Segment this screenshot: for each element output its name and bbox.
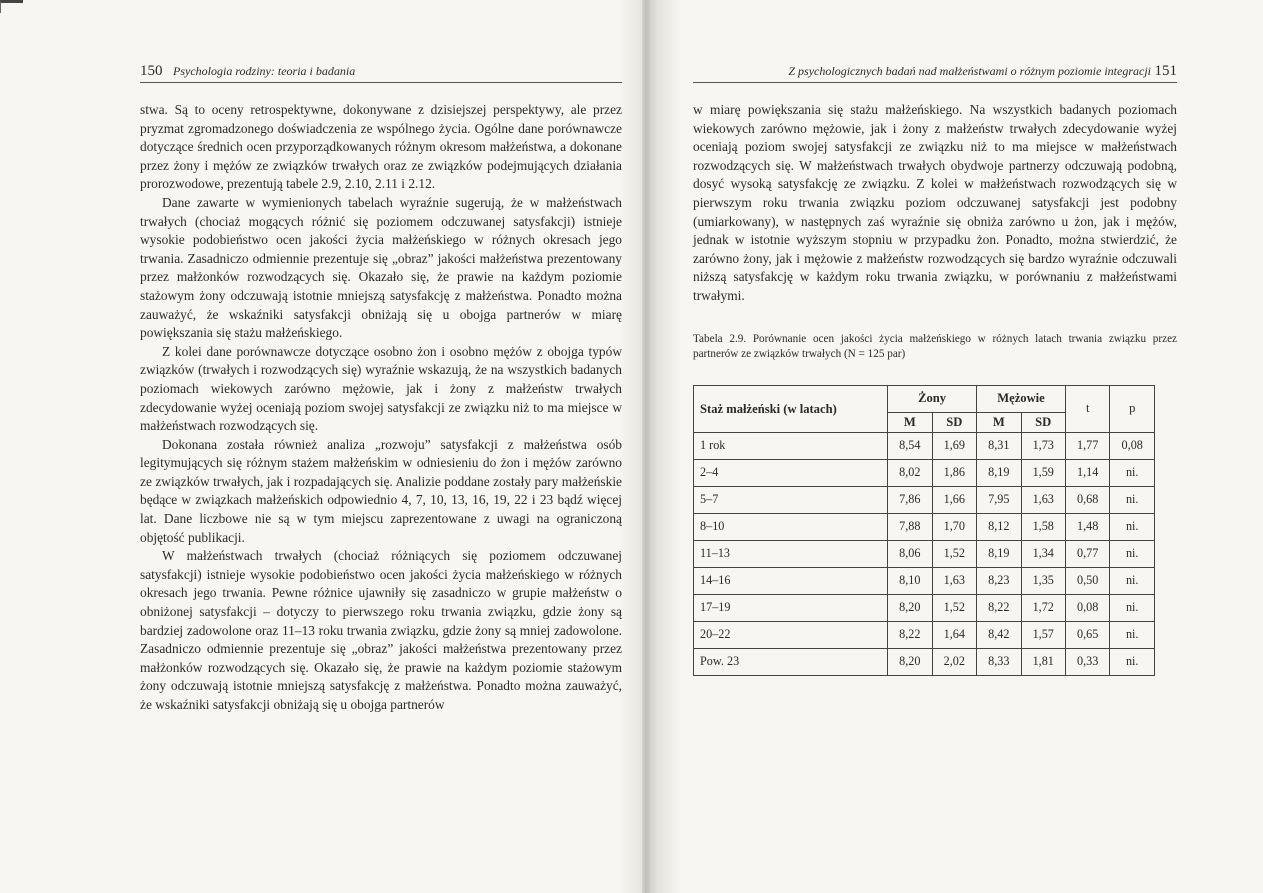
cell-mezowie-m: 8,42 xyxy=(977,621,1021,648)
cell-t: 1,77 xyxy=(1065,432,1109,459)
cell-mezowie-sd: 1,35 xyxy=(1021,567,1065,594)
table-row xyxy=(694,567,1155,594)
cell-mezowie-m: 8,12 xyxy=(977,513,1021,540)
cell-zony-m: 7,88 xyxy=(888,513,932,540)
book-spine-shadow xyxy=(620,0,680,893)
table-row xyxy=(694,621,1155,648)
cell-zony-m: 8,54 xyxy=(888,432,932,459)
header-zony-m: M xyxy=(888,413,932,432)
cell-t: 0,68 xyxy=(1065,486,1109,513)
cell-staz: 20–22 xyxy=(694,621,888,648)
cell-t: 0,65 xyxy=(1065,621,1109,648)
cell-staz: 11–13 xyxy=(694,540,888,567)
cell-zony-sd: 1,86 xyxy=(932,459,976,486)
cell-zony-sd: 1,52 xyxy=(932,594,976,621)
cell-zony-sd: 1,66 xyxy=(932,486,976,513)
left-running-head xyxy=(140,60,622,83)
paragraph: Dane zawarte w wymienionych tabelach wyraźnie sugerują, że w małżeństwach trwałych (chociaż mogących różnić się poziomem odczuwanej satysfakcji) istnieje wysokie podobieństwo ocen jakości życia małżeńskiego w różnych okresach jego trwania. Zasadniczo odmiennie prezentuje się „obraz” jakości małżeństwa prezentowany przez małżonków rozwodzących się. Okazało się, że prawie na każdym poziomie stażowym żony odczuwają istotnie mniejszą satysfakcję z małżeństwa. Ponadto można zauważyć, że wskaźniki satysfakcji obniżają się u obojga partnerów w miarę powiększania się stażu małżeńskiego. xyxy=(140,194,622,341)
cell-zony-sd: 1,63 xyxy=(932,567,976,594)
cell-zony-m: 8,22 xyxy=(888,621,932,648)
cell-p: ni. xyxy=(1110,540,1155,567)
cell-mezowie-m: 8,23 xyxy=(977,567,1021,594)
cell-zony-sd: 1,64 xyxy=(932,621,976,648)
paragraph: W małżeństwach trwałych (chociaż różniących się poziomem odczuwanej satysfakcji) istnieje wysokie podobieństwo ocen jakości życia małżeńskiego w różnych okresach jego trwania. Pewne różnice ujawniły się zasadniczo w grupie małżeństw o obniżonej satysfakcji – dotyczy to pierwszego roku trwania związku, gdzie żony są bardziej zadowolone oraz 11–13 roku trwania związku, gdzie żony są mniej zadowolone. Zasadniczo odmiennie prezentuje się „obraz” jakości małżeństwa prezentowany przez małżonków rozwodzących się. Okazało się, że prawie na każdym poziomie stażowym żony odczuwają istotnie mniejszą satysfakcję z małżeństwa. Ponadto można zauważyć, że wskaźniki satysfakcji obniżają się u obojga partnerów xyxy=(140,548,622,712)
cell-p: ni. xyxy=(1110,567,1155,594)
cell-mezowie-m: 7,95 xyxy=(977,486,1021,513)
right-running-head xyxy=(693,60,1177,83)
header-mezowie: Mężowie xyxy=(977,385,1066,413)
table-row xyxy=(694,540,1155,567)
header-staz: Staż małżeński (w latach) xyxy=(694,385,888,432)
table-row xyxy=(694,486,1155,513)
right-running-title: Z psychologicznych badań nad małżeństwami o różnym poziomie integracji xyxy=(788,64,1151,78)
cell-p: ni. xyxy=(1110,648,1155,675)
right-body-text xyxy=(693,101,1177,306)
cell-mezowie-sd: 1,63 xyxy=(1021,486,1065,513)
cell-mezowie-sd: 1,72 xyxy=(1021,594,1065,621)
right-page-number: 151 xyxy=(1154,63,1177,79)
left-page-number: 150 xyxy=(140,63,163,79)
cell-staz: 17–19 xyxy=(694,594,888,621)
cell-zony-m: 8,06 xyxy=(888,540,932,567)
cell-t: 1,14 xyxy=(1065,459,1109,486)
cell-p: 0,08 xyxy=(1110,432,1155,459)
cell-mezowie-sd: 1,73 xyxy=(1021,432,1065,459)
cell-mezowie-sd: 1,34 xyxy=(1021,540,1065,567)
cell-mezowie-m: 8,19 xyxy=(977,540,1021,567)
cell-p: ni. xyxy=(1110,621,1155,648)
cell-p: ni. xyxy=(1110,459,1155,486)
cell-t: 0,77 xyxy=(1065,540,1109,567)
left-running-title: Psychologia rodziny: teoria i badania xyxy=(173,64,356,78)
header-p: p xyxy=(1110,385,1155,432)
paragraph: Z kolei dane porównawcze dotyczące osobno żon i osobno mężów z obojga typów związków (trwałych i rozwodzących się) wyraźnie wskazują, że na wszystkich badanych poziomach wiekowych zarówno mężowie, jak i żony z małżeństw trwałych zdecydowanie wyżej oceniają poziom swojej satysfakcji ze związku niż to ma miejsce w małżeństwach rozwodzących się. xyxy=(140,343,622,434)
cell-p: ni. xyxy=(1110,486,1155,513)
cell-p: ni. xyxy=(1110,513,1155,540)
data-table-2-9 xyxy=(693,385,1155,676)
cell-mezowie-sd: 1,57 xyxy=(1021,621,1065,648)
paragraph: w miarę powiększania się stażu małżeńskiego. Na wszystkich badanych poziomach wiekowych zarówno mężowie, jak i żony z małżeństw trwałych zdecydowanie wyżej oceniają poziom swojej satysfakcji ze związku niż to ma miejsce w małżeństwach rozwodzących się. W małżeństwach trwałych obydwoje partnerzy odczuwają podobną, dosyć wysoką satysfakcję ze związku. Z kolei w małżeństwach rozwodzących się w pierwszym roku trwania związku poziom odczuwanej satysfakcji jest podobny (umiarkowany), w następnych zaś wyraźnie się obniża zarówno u żon, jak i mężów, jednak w istotnie wyższym stopniu w przypadku żon. Ponadto, można stwierdzić, że zarówno żony, jak i mężowie z małżeństw rozwodzących się bardzo wyraźnie odczuwali niższą satysfakcję w każdym roku trwania związku, w porównaniu z małżeństwami trwałymi. xyxy=(693,102,1177,303)
cell-zony-sd: 1,52 xyxy=(932,540,976,567)
cell-staz: 8–10 xyxy=(694,513,888,540)
cell-t: 1,48 xyxy=(1065,513,1109,540)
cell-mezowie-m: 8,22 xyxy=(977,594,1021,621)
cell-t: 0,33 xyxy=(1065,648,1109,675)
paragraph: stwa. Są to oceny retrospektywne, dokonywane z dzisiejszej perspektywy, ale przez pryzmat zgromadzonego doświadczenia ze wspólnego życia. Ogólne dane porównawcze dotyczące średnich ocen przyporządkowanych różnym okresom małżeństwa, a dokonane przez żony i mężów ze związków trwałych oraz ze związków podejmujących działania prorozwodowe, prezentują tabele 2.9, 2.10, 2.11 i 2.12. xyxy=(140,102,622,192)
cell-mezowie-m: 8,33 xyxy=(977,648,1021,675)
table-caption: Tabela 2.9. Porównanie ocen jakości życia małżeńskiego w różnych latach trwania związku przez partnerów ze związków trwałych (N = 125 par) xyxy=(693,332,1177,361)
cell-mezowie-sd: 1,58 xyxy=(1021,513,1065,540)
cell-zony-m: 8,10 xyxy=(888,567,932,594)
left-body-text xyxy=(140,101,622,715)
table-body xyxy=(694,432,1155,675)
table-row xyxy=(694,648,1155,675)
paragraph: Dokonana została również analiza „rozwoju” satysfakcji z małżeństwa osób legitymujących się różnym stażem małżeńskim w odniesieniu do żon i mężów zarówno ze związków trwałych, jak i rozpadających się. Analizie poddane zostały pary małżeńskie będące w związkach małżeńskich odpowiednio 4, 7, 10, 13, 16, 19, 22 i 23 bądź więcej lat. Dane liczbowe nie są w tym miejscu zaprezentowane z uwagi na ograniczoną objętość publikacji. xyxy=(140,436,622,545)
right-page xyxy=(693,60,1177,676)
scan-corner-mark xyxy=(0,0,23,13)
book-gutter xyxy=(642,0,650,893)
cell-staz: 5–7 xyxy=(694,486,888,513)
cell-t: 0,50 xyxy=(1065,567,1109,594)
header-t: t xyxy=(1065,385,1109,432)
cell-zony-m: 8,02 xyxy=(888,459,932,486)
cell-mezowie-m: 8,31 xyxy=(977,432,1021,459)
header-zony: Żony xyxy=(888,385,977,413)
cell-zony-m: 8,20 xyxy=(888,594,932,621)
cell-zony-sd: 2,02 xyxy=(932,648,976,675)
left-page xyxy=(140,60,622,715)
header-mezowie-sd: SD xyxy=(1021,413,1065,432)
cell-mezowie-sd: 1,81 xyxy=(1021,648,1065,675)
cell-staz: 2–4 xyxy=(694,459,888,486)
cell-staz: Pow. 23 xyxy=(694,648,888,675)
cell-staz: 1 rok xyxy=(694,432,888,459)
table-row xyxy=(694,594,1155,621)
cell-p: ni. xyxy=(1110,594,1155,621)
table-row xyxy=(694,432,1155,459)
header-mezowie-m: M xyxy=(977,413,1021,432)
table-row xyxy=(694,459,1155,486)
table-row xyxy=(694,513,1155,540)
header-zony-sd: SD xyxy=(932,413,976,432)
cell-t: 0,08 xyxy=(1065,594,1109,621)
cell-staz: 14–16 xyxy=(694,567,888,594)
cell-mezowie-m: 8,19 xyxy=(977,459,1021,486)
cell-zony-m: 8,20 xyxy=(888,648,932,675)
cell-zony-m: 7,86 xyxy=(888,486,932,513)
cell-zony-sd: 1,69 xyxy=(932,432,976,459)
cell-mezowie-sd: 1,59 xyxy=(1021,459,1065,486)
cell-zony-sd: 1,70 xyxy=(932,513,976,540)
